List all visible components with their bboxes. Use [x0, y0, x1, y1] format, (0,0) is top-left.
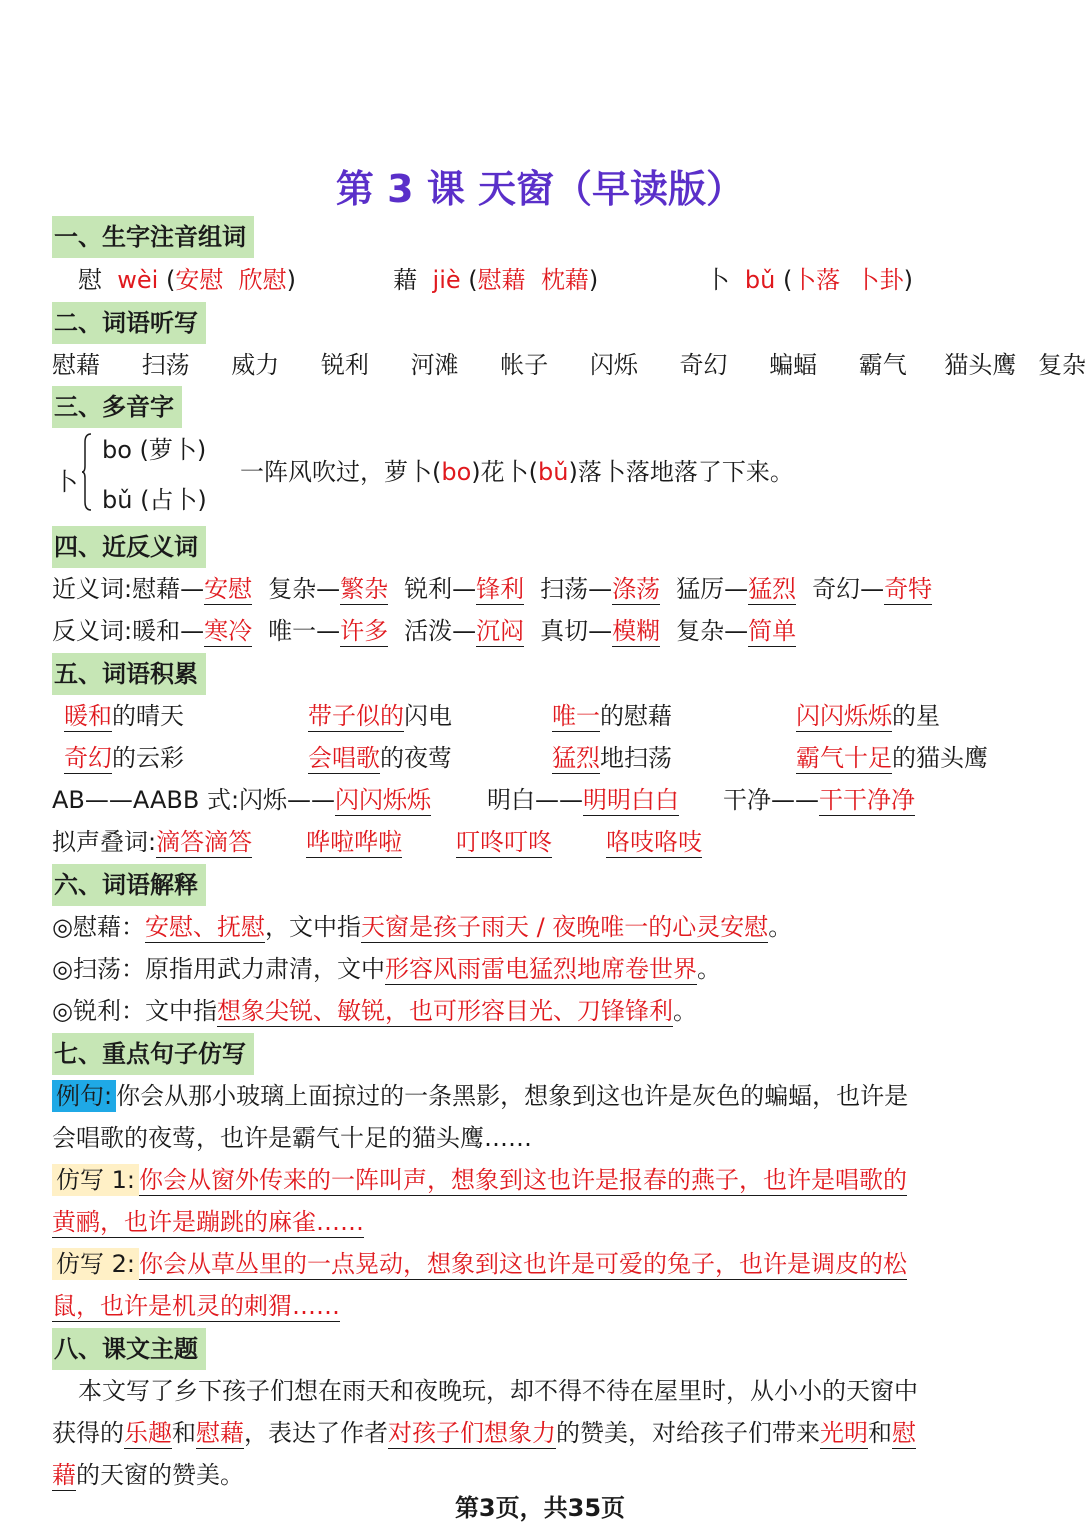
dictation-word: 帐子 [500, 351, 549, 379]
explain-row-1: ◎慰藉：安慰、抚慰，文中指天窗是孩子雨天 / 夜晚唯一的心灵安慰。 [52, 913, 793, 941]
char-item-2: 藉 jiè (慰藉 枕藉) [393, 266, 599, 294]
example-line-1: 例句: 你会从那小玻璃上面掠过的一条黑影，想象到这也许是灰色的蝙蝠，也许是 [52, 1076, 908, 1116]
dictation-word: 慰藉 [52, 351, 100, 379]
explain-row-3: ◎锐利：文中指想象尖锐、敏锐，也可形容目光、刀锋锋利。 [52, 997, 697, 1025]
accum-row-1: 暖和的晴天 带子似的闪电 唯一的慰藉 闪闪烁烁的星 [64, 702, 940, 730]
dictation-word: 扫荡 [141, 351, 190, 379]
section-heading-8: 八、课文主题 [52, 1328, 206, 1370]
brace-icon [82, 432, 92, 512]
example-line-2: 会唱歌的夜莺，也许是霸气十足的猫头鹰…… [52, 1124, 532, 1152]
polyphone-sentence: 一阵风吹过，萝卜(bo)花卜(bǔ)落卜落地落了下来。 [240, 458, 794, 486]
dictation-word: 霸气 [858, 351, 907, 379]
section-heading-2: 二、词语听写 [52, 302, 206, 344]
polyphone-reading-2: bǔ (占卜) [102, 486, 207, 514]
page-footer: 第3页，共35页 [454, 1494, 626, 1522]
imitate-tag-2: 仿写 2: [52, 1248, 139, 1280]
imitate-2-line-1: 仿写 2: 你会从草丛里的一点晃动，想象到这也许是可爱的兔子，也许是调皮的松 [52, 1244, 907, 1284]
explain-row-2: ◎扫荡：原指用武力肃清，文中形容风雨雷电猛烈地席卷世界。 [52, 955, 721, 983]
dictation-row [52, 345, 1086, 385]
example-tag: 例句: [52, 1080, 116, 1112]
accum-row-2: 奇幻的云彩 会唱歌的夜莺 猛烈地扫荡 霸气十足的猫头鹰 [64, 744, 988, 772]
page-title: 第 3 课 天窗（早读版） [335, 167, 745, 211]
synonym-row: 近义词:慰藉—安慰 复杂—繁杂 锐利—锋利 扫荡—涤荡 猛厉—猛烈 奇幻—奇特 [52, 575, 933, 603]
imitate-1-line-2: 黄鹂，也许是蹦跳的麻雀…… [52, 1208, 364, 1236]
polyphone-char: 卜 [54, 468, 78, 496]
section-heading-5: 五、词语积累 [52, 653, 206, 695]
imitate-tag-1: 仿写 1: [52, 1164, 139, 1196]
dictation-word: 闪烁 [589, 351, 638, 379]
dictation-word: 猫头鹰 [944, 351, 1017, 379]
dictation-word: 复杂 [1038, 351, 1086, 379]
char-item-1: 慰 wèi (安慰 欣慰) [78, 266, 296, 294]
theme-line-2: 获得的乐趣和慰藉，表达了作者对孩子们想象力的赞美，对给孩子们带来光明和慰 [52, 1419, 916, 1447]
polyphone-reading-1: bo (萝卜) [102, 436, 207, 464]
char-item-3: 卜 bǔ (卜落 卜卦) [705, 266, 913, 294]
dictation-word: 奇幻 [679, 351, 728, 379]
section-heading-6: 六、词语解释 [52, 864, 206, 906]
theme-line-3: 藉的天窗的赞美。 [52, 1461, 244, 1489]
aabb-row: AB——AABB 式:闪烁——闪闪烁烁 明白——明明白白 干净——干干净净 [52, 786, 916, 814]
imitate-2-line-2: 鼠，也许是机灵的刺猬…… [52, 1292, 340, 1320]
theme-line-1: 本文写了乡下孩子们想在雨天和夜晚玩，却不得不待在屋里时，从小小的天窗中 [78, 1377, 918, 1405]
antonym-row: 反义词:暖和—寒冷 唯一—许多 活泼—沉闷 真切—模糊 复杂—简单 [52, 617, 797, 645]
imitate-1-line-1: 仿写 1: 你会从窗外传来的一阵叫声，想象到这也许是报春的燕子，也许是唱歌的 [52, 1160, 907, 1200]
dictation-word: 蝙蝠 [769, 351, 818, 379]
dictation-word: 威力 [231, 351, 280, 379]
section-heading-3: 三、多音字 [52, 386, 182, 428]
dictation-word: 锐利 [320, 351, 369, 379]
section-heading-7: 七、重点句子仿写 [52, 1033, 254, 1075]
onomatopoeia-row: 拟声叠词:滴答滴答 哗啦哗啦 叮咚叮咚 咯吱咯吱 [52, 828, 703, 856]
section-heading-4: 四、近反义词 [52, 526, 206, 568]
char-row [78, 260, 913, 300]
section-heading-1: 一、生字注音组词 [52, 216, 254, 258]
dictation-word: 河滩 [410, 351, 459, 379]
